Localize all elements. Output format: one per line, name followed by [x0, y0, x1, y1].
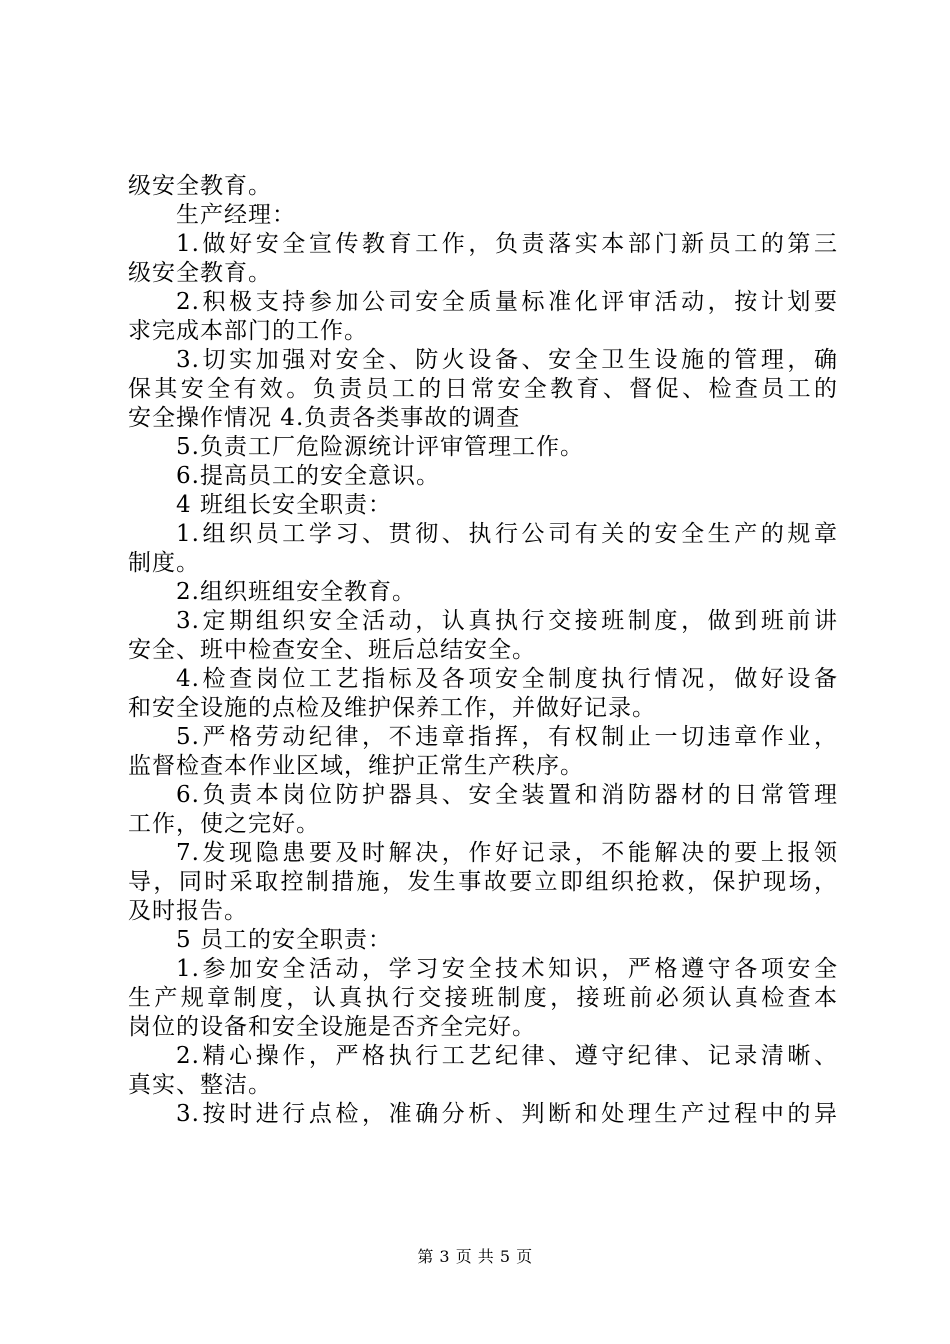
text-line: 1.做好安全宣传教育工作，负责落实本部门新员工的第三 [176, 231, 838, 257]
text-line: 4.检查岗位工艺指标及各项安全制度执行情况，做好设备 [176, 666, 838, 692]
text-line: 6.提高员工的安全意识。 [176, 463, 440, 489]
text-line: 求完成本部门的工作。 [128, 318, 368, 344]
text-line: 5 员工的安全职责： [176, 927, 392, 953]
text-line: 工作，使之完好。 [128, 811, 320, 837]
text-line: 6.负责本岗位防护器具、安全装置和消防器材的日常管理 [176, 782, 838, 808]
page-footer: 第 3 页 共 5 页 [417, 1247, 533, 1266]
text-line: 2.组织班组安全教育。 [176, 579, 416, 605]
text-line: 2.积极支持参加公司安全质量标准化评审活动，按计划要 [176, 289, 838, 315]
text-line: 4 班组长安全职责： [176, 492, 392, 518]
text-line: 2.精心操作，严格执行工艺纪律、遵守纪律、记录清晰、 [176, 1043, 838, 1069]
text-line: 和安全设施的点检及维护保养工作，并做好记录。 [128, 695, 656, 721]
text-line: 1.组织员工学习、贯彻、执行公司有关的安全生产的规章 [176, 521, 838, 547]
text-line: 安全操作情况 4.负责各类事故的调查 [128, 405, 521, 431]
document-body [128, 172, 838, 1129]
text-line: 5.负责工厂危险源统计评审管理工作。 [176, 434, 584, 460]
text-line: 3.按时进行点检，准确分析、判断和处理生产过程中的异 [176, 1101, 838, 1127]
text-line: 级安全教育。 [128, 173, 272, 199]
text-line: 制度。 [128, 550, 200, 576]
text-line: 监督检查本作业区域，维护正常生产秩序。 [128, 753, 584, 779]
text-line: 岗位的设备和安全设施是否齐全完好。 [128, 1014, 536, 1040]
text-line: 3.定期组织安全活动，认真执行交接班制度，做到班前讲 [176, 608, 838, 634]
text-line: 导，同时采取控制措施，发生事故要立即组织抢救，保护现场， [128, 869, 838, 895]
text-line: 5.严格劳动纪律，不违章指挥，有权制止一切违章作业， [176, 724, 838, 750]
text-line: 级安全教育。 [128, 260, 272, 286]
text-line: 及时报告。 [128, 898, 248, 924]
text-line: 生产经理： [176, 202, 296, 228]
text-line: 保其安全有效。负责员工的日常安全教育、督促、检查员工的 [128, 376, 838, 402]
text-line: 生产规章制度，认真执行交接班制度，接班前必须认真检查本 [128, 985, 838, 1011]
text-line: 真实、整洁。 [128, 1072, 272, 1098]
text-line: 安全、班中检查安全、班后总结安全。 [128, 637, 536, 663]
text-line: 3.切实加强对安全、防火设备、安全卫生设施的管理，确 [176, 347, 838, 373]
text-line: 1.参加安全活动，学习安全技术知识，严格遵守各项安全 [176, 956, 838, 982]
text-line: 7.发现隐患要及时解决，作好记录，不能解决的要上报领 [176, 840, 838, 866]
